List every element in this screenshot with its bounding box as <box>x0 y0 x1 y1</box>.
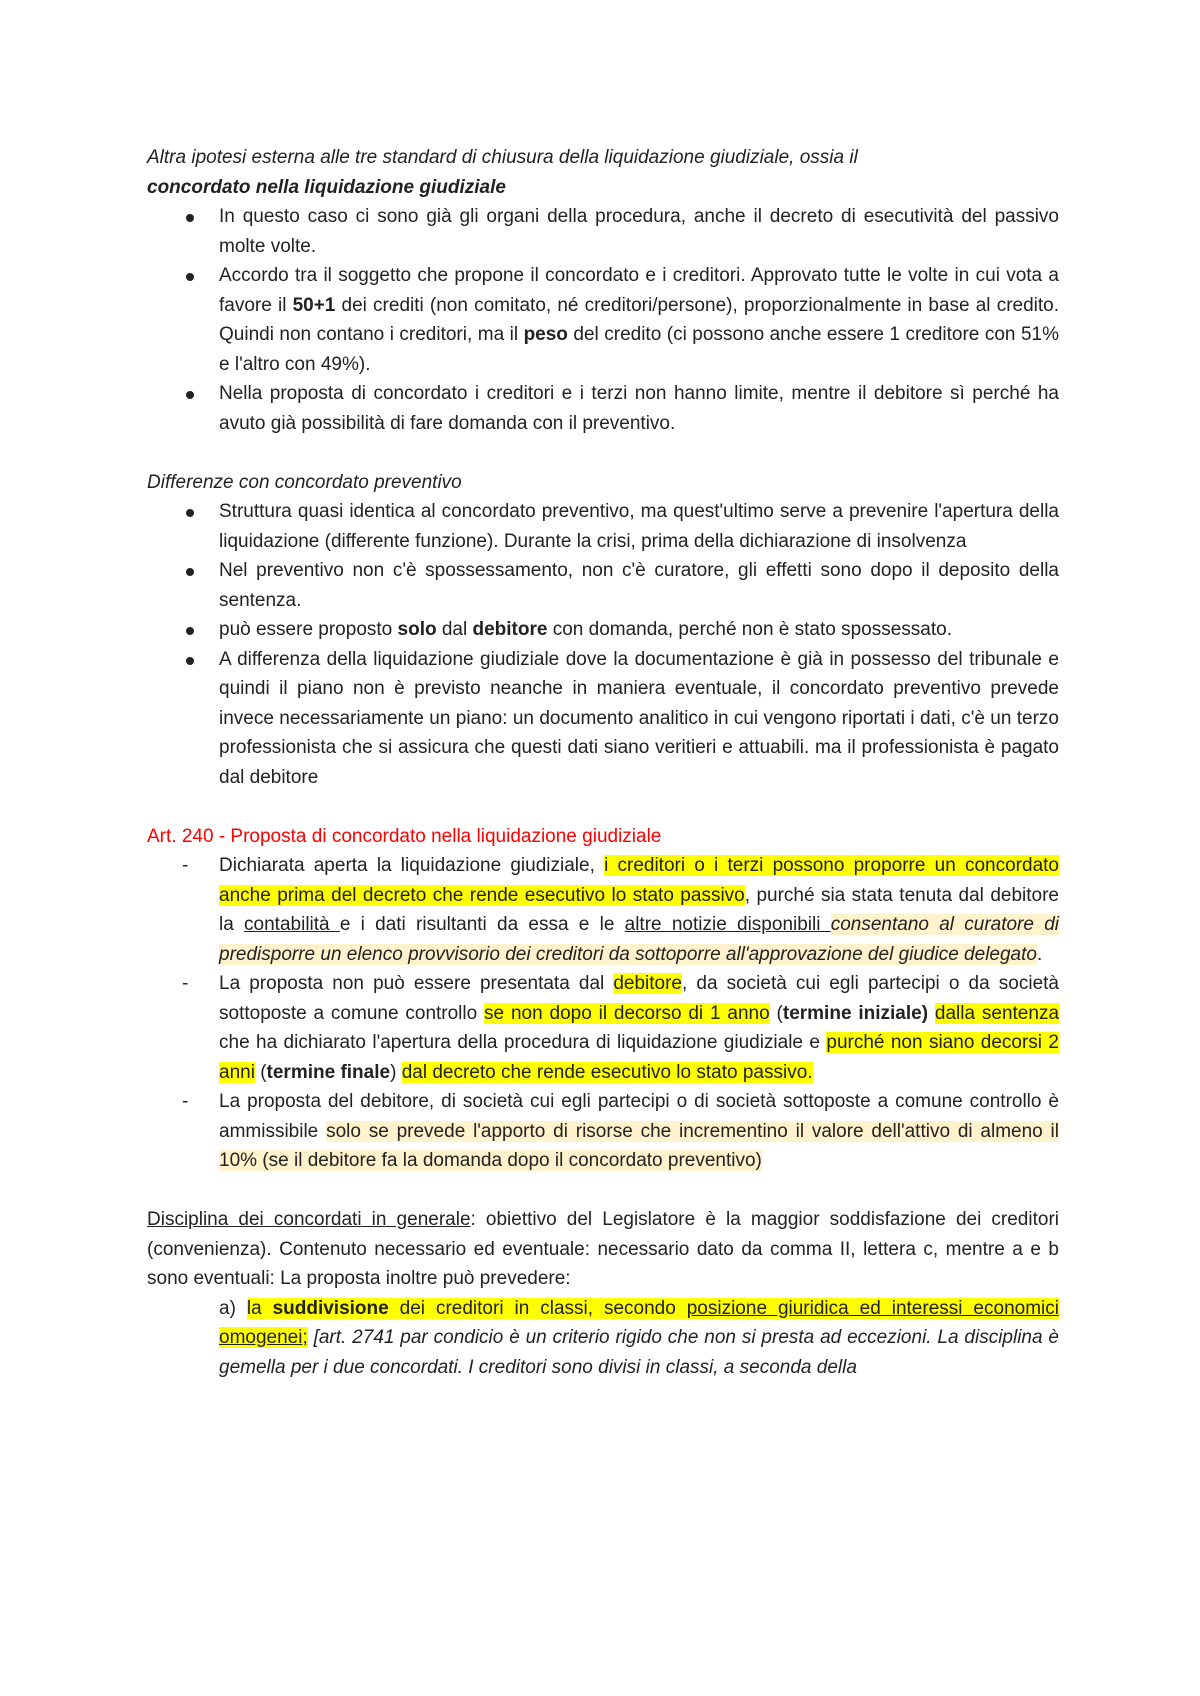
highlighted-text: purché non siano decorsi 2 anni <box>219 1032 1059 1083</box>
list-item-text: Nella proposta di concordato i creditori e i terzi non hanno limite, mentre il debitore sì perché ha avuto già possibilità di fare domanda con il preventivo. <box>219 383 1059 434</box>
italic-text: [art. 2741 par condicio è un criterio rigido che non si presta ad eccezioni. La disciplina è gemella per i due concordati. I creditori sono divisi in classi, a seconda della <box>219 1327 1059 1378</box>
list-item-text: A differenza della liquidazione giudiziale dove la documentazione è già in possesso del tribunale e quindi il piano non è previsto neanche in maniera eventuale, il concordato preventivo prevede invece necessariamente un piano: un documento analitico in cui vengono riportati i dati, c'è un terzo professionista che si assicura che questi dati siano veritieri e attuabili. ma il professionista è pagato dal debitore <box>219 648 1059 788</box>
text-segment: La proposta del debitore, di società cui egli partecipi o di società sottoposte a comune controllo è ammissibile <box>219 1091 1059 1142</box>
text-segment: . <box>1036 943 1043 965</box>
list-item <box>147 202 1059 261</box>
dash-marker: - <box>182 973 189 994</box>
text-segment <box>928 1003 935 1024</box>
list-item-text: Nel preventivo non c'è spossessamento, non c'è curatore, gli effetti sono dopo il deposito della sentenza. <box>219 560 1059 611</box>
bold-text: termine finale <box>266 1061 391 1083</box>
highlighted-bold-text: suddivisione <box>272 1297 389 1319</box>
intro-title: concordato nella liquidazione giudiziale <box>147 176 506 198</box>
highlighted-text: debitore <box>613 973 682 994</box>
list-item <box>147 1087 1059 1176</box>
intro-paragraph <box>147 143 1059 202</box>
highlighted-text: se non dopo il decorso di 1 anno <box>484 1002 770 1024</box>
text-segment: : obiettivo del Legislatore è la maggior soddisfazione dei creditori (convenienza). Contenuto necessario ed eventuale: necessario dato da comma II, lettera c, mentre a e b sono eventuali: La proposta inoltre può prevedere: <box>147 1209 1059 1289</box>
article-list <box>147 851 1059 1176</box>
list-item <box>147 645 1059 793</box>
highlighted-text: dalla sentenza <box>934 1002 1060 1024</box>
list-item <box>147 497 1059 556</box>
text-segment: può essere proposto <box>219 619 398 640</box>
dash-marker: - <box>182 855 189 876</box>
text-segment: , da società cui egli partecipi o da società sottoposte a comune controllo <box>219 973 1059 1024</box>
list-item-text: Struttura quasi identica al concordato preventivo, ma quest'ultimo serve a prevenire l'apertura della liquidazione (differente funzione). Durante la crisi, prima della dichiarazione di insolvenza <box>219 501 1059 552</box>
text-segment: ( <box>254 1061 267 1083</box>
text-segment: Accordo tra il soggetto che propone il concordato e i creditori. Approvato tutte le volte in cui vota a favore il <box>219 265 1059 316</box>
list-item-text: In questo caso ci sono già gli organi della procedura, anche il decreto di esecutività del passivo molte volte. <box>219 206 1059 257</box>
text-segment: , purché sia stata tenuta dal debitore la <box>219 884 1059 935</box>
highlighted-text: dei creditori in classi, secondo <box>388 1297 687 1319</box>
article-heading: Art. 240 - Proposta di concordato nella liquidazione giudiziale <box>147 825 662 847</box>
bullet-list-1 <box>147 202 1059 438</box>
text-segment: del credito (ci possono anche essere 1 creditore con 51% e l'altro con 49%). <box>219 324 1059 375</box>
bold-text: peso <box>523 324 568 345</box>
bold-text: termine iniziale) <box>782 1002 929 1024</box>
disciplina-paragraph <box>147 1205 1059 1294</box>
text-segment: con domanda, perché non è stato spossessato. <box>547 619 952 640</box>
highlighted-text: solo se prevede l'apporto di risorse che incrementino il valore dell'attivo di almeno il 10% (se il debitore fa la domanda dopo il concordato preventivo) <box>219 1120 1059 1171</box>
list-item <box>147 615 1059 645</box>
text-segment: La proposta non può essere presentata dal <box>219 973 614 994</box>
text-segment: dal <box>436 619 473 640</box>
underlined-text: contabilità <box>244 914 340 935</box>
text-segment: ( <box>769 1002 783 1024</box>
bold-text: solo <box>397 619 437 640</box>
underlined-text: altre notizie disponibili <box>624 914 831 935</box>
text-segment: dei crediti (non comitato, né creditori/persone), proporzionalmente in base al credito. Quindi non contano i creditori, ma il <box>219 294 1059 345</box>
highlighted-text: la <box>246 1297 273 1319</box>
highlighted-text: dal decreto che rende esecutivo lo stato passivo. <box>401 1061 813 1083</box>
list-item <box>147 851 1059 969</box>
section-heading: Differenze con concordato preventivo <box>147 471 462 493</box>
intro-text: Altra ipotesi esterna alle tre standard di chiusura della liquidazione giudiziale, ossia il <box>147 147 858 168</box>
dash-marker: - <box>182 1091 189 1112</box>
list-item <box>147 969 1059 1087</box>
bold-text: debitore <box>472 619 548 640</box>
list-item <box>147 379 1059 438</box>
highlighted-text: i creditori o i terzi possono proporre un concordato anche prima del decreto che rende esecutivo lo stato passivo <box>219 855 1059 906</box>
list-item <box>147 261 1059 379</box>
text-segment: Dichiarata aperta la liquidazione giudiziale, <box>219 855 605 876</box>
list-item <box>147 556 1059 615</box>
bold-text: 50+1 <box>292 294 336 316</box>
highlighted-text: consentano al curatore di predisporre un elenco provvisorio dei creditori da sottoporre all'approvazione del giudice delegato <box>219 914 1059 965</box>
text-segment: che ha dichiarato l'apertura della procedura di liquidazione giudiziale e <box>219 1032 827 1053</box>
point-a-paragraph <box>147 1294 1059 1383</box>
highlighted-underlined-text: posizione giuridica ed interessi economici omogenei; <box>219 1297 1059 1348</box>
text-segment: ) <box>390 1061 402 1083</box>
bullet-list-2 <box>147 497 1059 792</box>
text-segment: e i dati risultanti da essa e le <box>339 914 625 935</box>
document-page <box>147 143 1059 1382</box>
point-label: a) <box>219 1297 247 1319</box>
underlined-heading: Disciplina dei concordati in generale <box>147 1209 471 1230</box>
